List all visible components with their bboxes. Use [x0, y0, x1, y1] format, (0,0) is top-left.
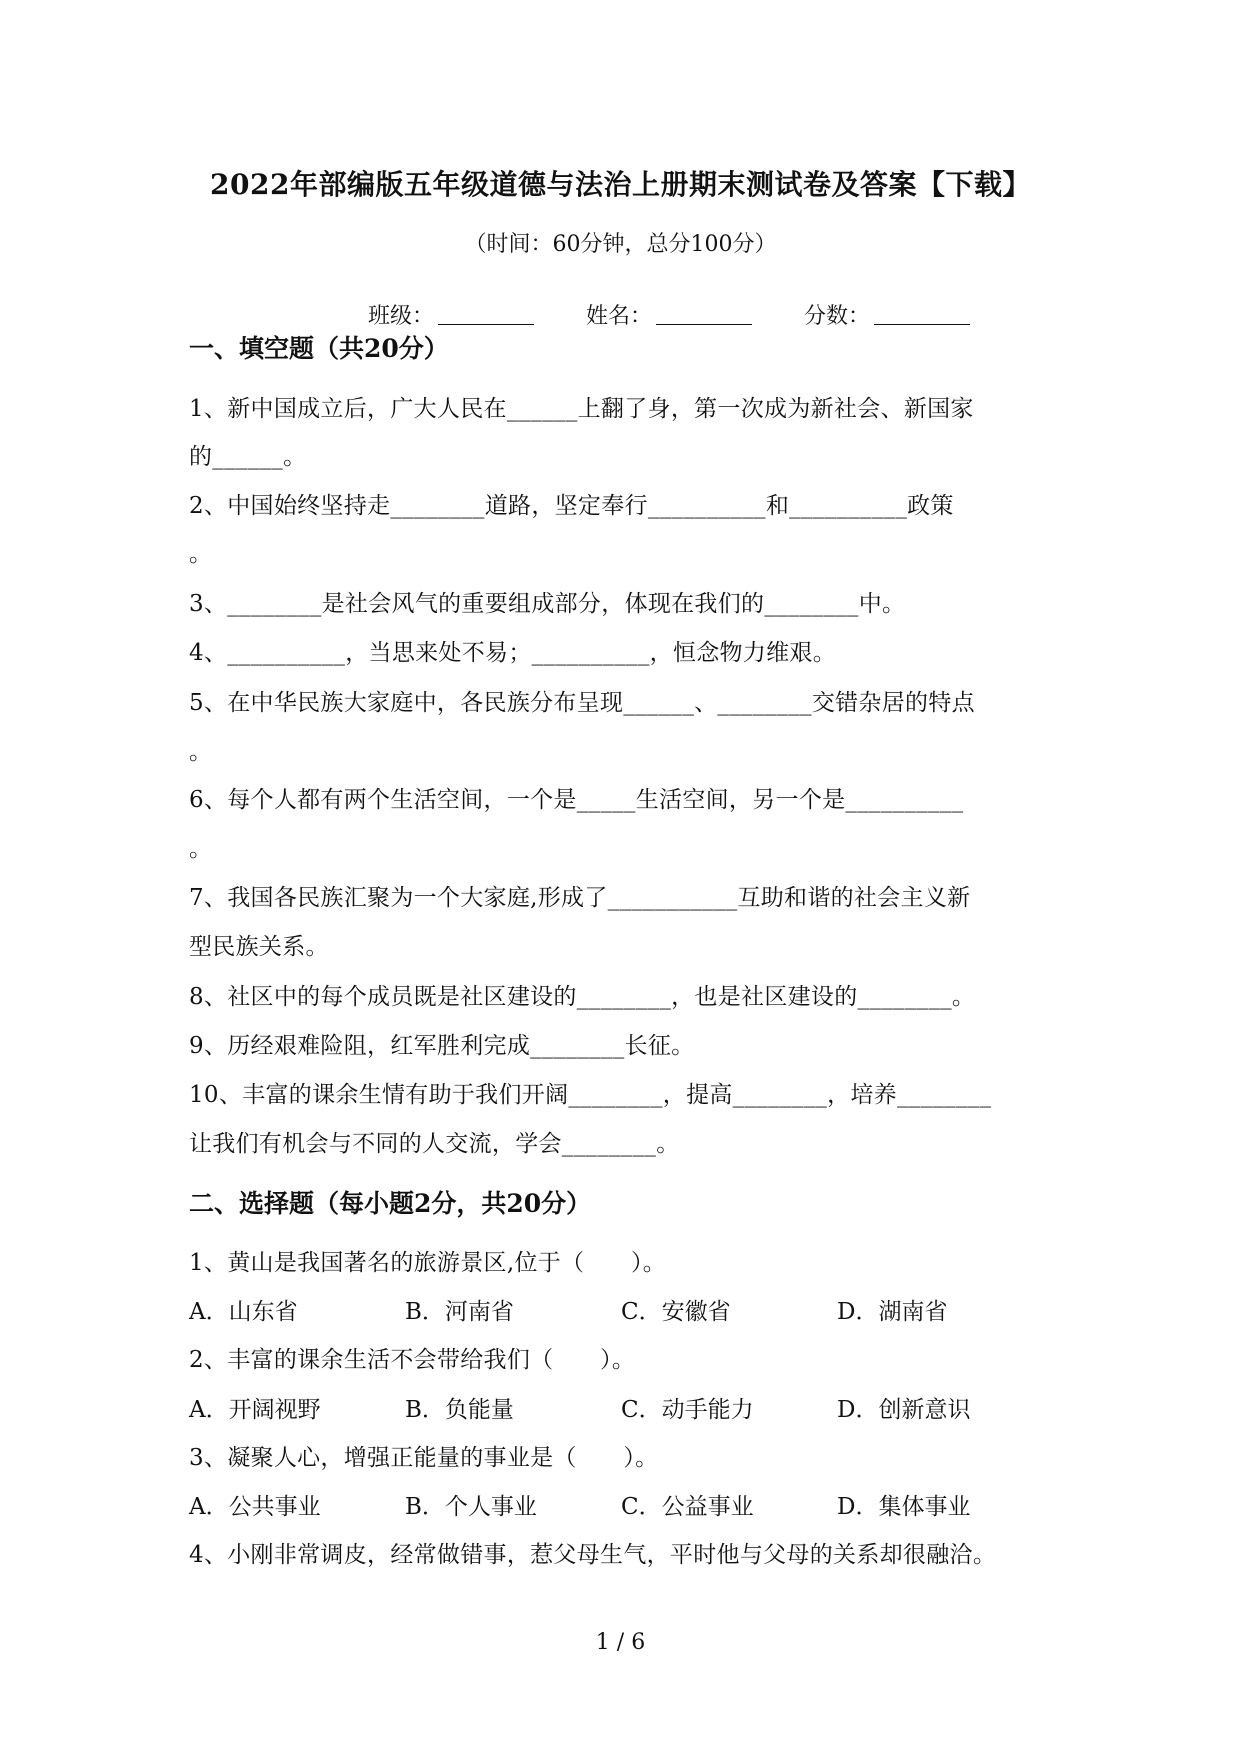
option-d: D．湖南省: [837, 1299, 948, 1325]
name-label: 姓名：: [586, 304, 653, 329]
question-stem: 1、黄山是我国著名的旅游景区,位于（ ）。: [189, 1250, 667, 1276]
question-line: 。: [189, 739, 213, 765]
question-line: 2、中国始终坚持走________道路，坚定奉行__________和__________政策: [189, 493, 954, 519]
question-line: 1、新中国成立后，广大人民在______上翻了身，第一次成为新社会、新国家: [189, 396, 974, 422]
question-line: 3、________是社会风气的重要组成部分，体现在我们的________中。: [189, 591, 906, 617]
class-blank: [438, 324, 534, 325]
question-stem: 4、小刚非常调皮，经常做错事，惹父母生气，平时他与父母的关系却很融洽。: [189, 1542, 997, 1568]
option-d: D．集体事业: [837, 1494, 971, 1520]
score-label: 分数：: [804, 304, 871, 329]
question-line: 。: [189, 541, 213, 567]
question-line: 7、我国各民族汇聚为一个大家庭,形成了___________互助和谐的社会主义新: [189, 885, 971, 911]
option-b: B．河南省: [405, 1299, 514, 1325]
option-a: A．山东省: [189, 1299, 298, 1325]
question-line: 。: [189, 836, 213, 862]
question-stem: 2、丰富的课余生活不会带给我们（ ）。: [189, 1347, 636, 1373]
page-title: 2022年部编版五年级道德与法治上册期末测试卷及答案【下载】: [210, 168, 1031, 201]
option-a: A．公共事业: [189, 1494, 321, 1520]
option-c: C．安徽省: [621, 1299, 731, 1325]
question-line: 5、在中华民族大家庭中，各民族分布呈现______、________交错杂居的特点: [189, 690, 975, 716]
section-heading-multiple-choice: 二、选择题（每小题2分，共20分）: [189, 1189, 592, 1218]
question-line: 的______。: [189, 444, 307, 470]
class-field: [368, 299, 538, 330]
question-line: 8、社区中的每个成员既是社区建设的________，也是社区建设的________。: [189, 984, 976, 1010]
question-line: 10、丰富的课余生情有助于我们开阔________，提高________，培养________: [189, 1082, 992, 1108]
name-field: [586, 299, 756, 330]
question-line: 9、历经艰难险阻，红军胜利完成________长征。: [189, 1033, 695, 1059]
score-blank: [874, 324, 970, 325]
option-b: B．个人事业: [405, 1494, 537, 1520]
class-label: 班级：: [367, 304, 434, 329]
exam-time-score-note: （时间：60分钟，总分100分）: [464, 232, 777, 257]
question-line: 让我们有机会与不同的人交流，学会________。: [189, 1131, 680, 1157]
option-c: C．公益事业: [621, 1494, 754, 1520]
option-b: B．负能量: [405, 1397, 514, 1423]
question-line: 型民族关系。: [189, 934, 329, 960]
question-line: 4、__________，当思来处不易；__________，恒念物力维艰。: [189, 640, 837, 666]
score-field: [804, 299, 974, 330]
question-stem: 3、凝聚人心，增强正能量的事业是（ ）。: [189, 1445, 659, 1471]
option-a: A．开阔视野: [189, 1397, 321, 1423]
question-line: 6、每个人都有两个生活空间，一个是_____生活空间，另一个是__________: [189, 787, 964, 813]
page-number: 1 / 6: [595, 1630, 646, 1655]
option-c: C．动手能力: [621, 1397, 754, 1423]
section-heading-fill-blank: 一、填空题（共20分）: [189, 334, 449, 363]
option-d: D．创新意识: [837, 1397, 971, 1423]
name-blank: [656, 324, 752, 325]
